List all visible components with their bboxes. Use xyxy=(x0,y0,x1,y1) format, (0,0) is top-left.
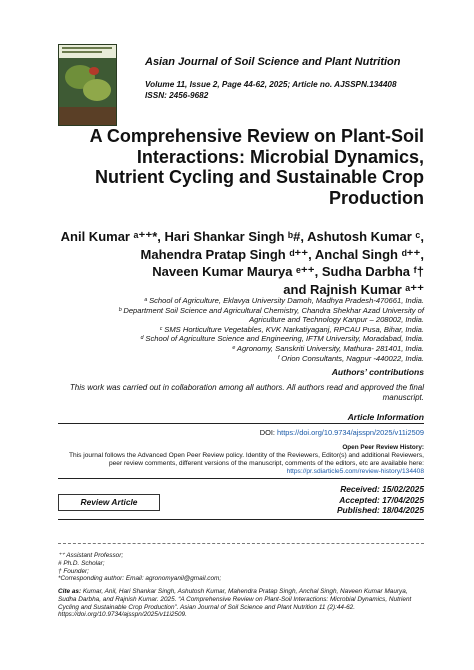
citation-line: Cycling and Sustainable Crop Production”. Asian Journal of Soil Science and Plant Nutrition 11 (2):44-62. xyxy=(58,603,355,611)
affiliation-line: ᵉ Agronomy, Sanskriti University, Mathura- 281401, India. xyxy=(232,343,424,353)
footnote-item: *Corresponding author: Email: agronomyanil@gmail.com; xyxy=(58,575,222,583)
title-line: A Comprehensive Review on Plant-Soil xyxy=(89,126,424,146)
volume-line: Volume 11, Issue 2, Page 44-62, 2025; Article no. AJSSPN.134408 xyxy=(145,80,397,89)
author-line: Naveen Kumar Maurya ᵉ⁺⁺, Sudha Darbha ᶠ† xyxy=(152,264,424,279)
title-line: Interactions: Microbial Dynamics, xyxy=(136,146,424,167)
journal-cover-image xyxy=(58,44,117,126)
cite-label: Cite as: xyxy=(58,588,82,595)
affiliations xyxy=(44,296,424,363)
article-info-heading: Article Information xyxy=(347,412,424,422)
contributions-heading: Authors’ contributions xyxy=(331,367,424,377)
affiliation-line: ᵃ School of Agriculture, Eklavya University Damoh, Madhya Pradesh-470661, India. xyxy=(144,296,424,305)
doi-line xyxy=(260,428,424,437)
affiliation-line: ᵈ School of Agriculture Science and Engineering, IFTM University, Moradabad, India. xyxy=(140,334,424,344)
title-line: Nutrient Cycling and Sustainable Crop xyxy=(94,167,424,187)
publication-dates xyxy=(337,484,424,516)
article-title xyxy=(34,126,424,208)
article-type-badge: Review Article xyxy=(58,494,160,511)
affiliation-line: ᶜ SMS Horticulture Vegetables, KVK Narkatiyaganj, RPCAU Pusa, Bihar, India. xyxy=(159,324,424,334)
citation-line: Sudha Darbha, and Rajnish Kumar. 2025. “A Comprehensive Review on Plant-Soil Interactions: Microbial Dynamics, Nutrient xyxy=(58,595,412,603)
contributions-line: This work was carried out in collaboration among all authors. All authors read and approved the final xyxy=(69,383,424,392)
author-line: Mahendra Pratap Singh ᵈ⁺⁺, Anchal Singh ᵈ⁺⁺, xyxy=(140,246,424,262)
author-line: Anil Kumar ᵃ⁺⁺*, Hari Shankar Singh ᵇ#, Ashutosh Kumar ᶜ, xyxy=(60,229,424,244)
peer-review-line: This journal follows the Advanced Open Peer Review policy. Identity of the Reviewers, Editor(s) and additional Reviewers, xyxy=(68,452,424,459)
journal-name: Asian Journal of Soil Science and Plant Nutrition xyxy=(145,56,401,68)
author-line: and Rajnish Kumar ᵃ⁺⁺ xyxy=(283,281,424,297)
issn: ISSN: 2456-9682 xyxy=(145,91,209,100)
author-list xyxy=(24,228,424,298)
footnote-item: † Founder; xyxy=(58,567,89,575)
received-date: Received: 15/02/2025 xyxy=(340,484,424,494)
accepted-date: Accepted: 17/04/2025 xyxy=(339,494,424,505)
divider-rule xyxy=(58,423,424,424)
peer-review-heading: Open Peer Review History: xyxy=(342,444,424,451)
peer-review-link[interactable]: https://pr.sdiarticle5.com/review-history/134408 xyxy=(286,468,424,475)
divider-rule xyxy=(58,519,424,520)
contributions-text xyxy=(44,383,424,403)
contributions-line: manuscript. xyxy=(382,393,424,402)
doi-link[interactable]: https://doi.org/10.9734/ajsspn/2025/v11i2509 xyxy=(277,428,424,437)
footnotes xyxy=(58,552,428,583)
affiliation-line: Agriculture and Technology Kanpur – 208002, India. xyxy=(249,315,424,325)
citation-block xyxy=(58,588,430,619)
footnote-item: ⁺⁺ Assistant Professor; xyxy=(58,552,124,559)
title-line: Production xyxy=(329,187,424,208)
affiliation-line: ᵇ Department Soil Science and Agricultural Chemistry, Chandra Shekhar Azad University of xyxy=(118,305,424,315)
citation-line: https://doi.org/10.9734/ajsspn/2025/v11i2509. xyxy=(58,611,187,619)
divider-rule xyxy=(58,478,424,479)
peer-review-line: peer review comments, different versions of the manuscript, comments of the editors, etc are available here: xyxy=(108,460,424,467)
published-date: Published: 18/04/2025 xyxy=(336,505,424,515)
citation-line: Kumar, Anil, Hari Shankar Singh, Ashutosh Kumar, Mahendra Pratap Singh, Anchal Singh, Naveen Kumar Maurya, xyxy=(81,588,408,595)
peer-review-text xyxy=(44,452,424,476)
affiliation-line: ᶠ Orion Consultants, Nagpur -440022, India. xyxy=(277,353,424,363)
footnote-divider xyxy=(58,543,424,544)
doi-label: DOI: xyxy=(259,428,278,437)
footnote-item: # Ph.D. Scholar; xyxy=(58,559,105,567)
